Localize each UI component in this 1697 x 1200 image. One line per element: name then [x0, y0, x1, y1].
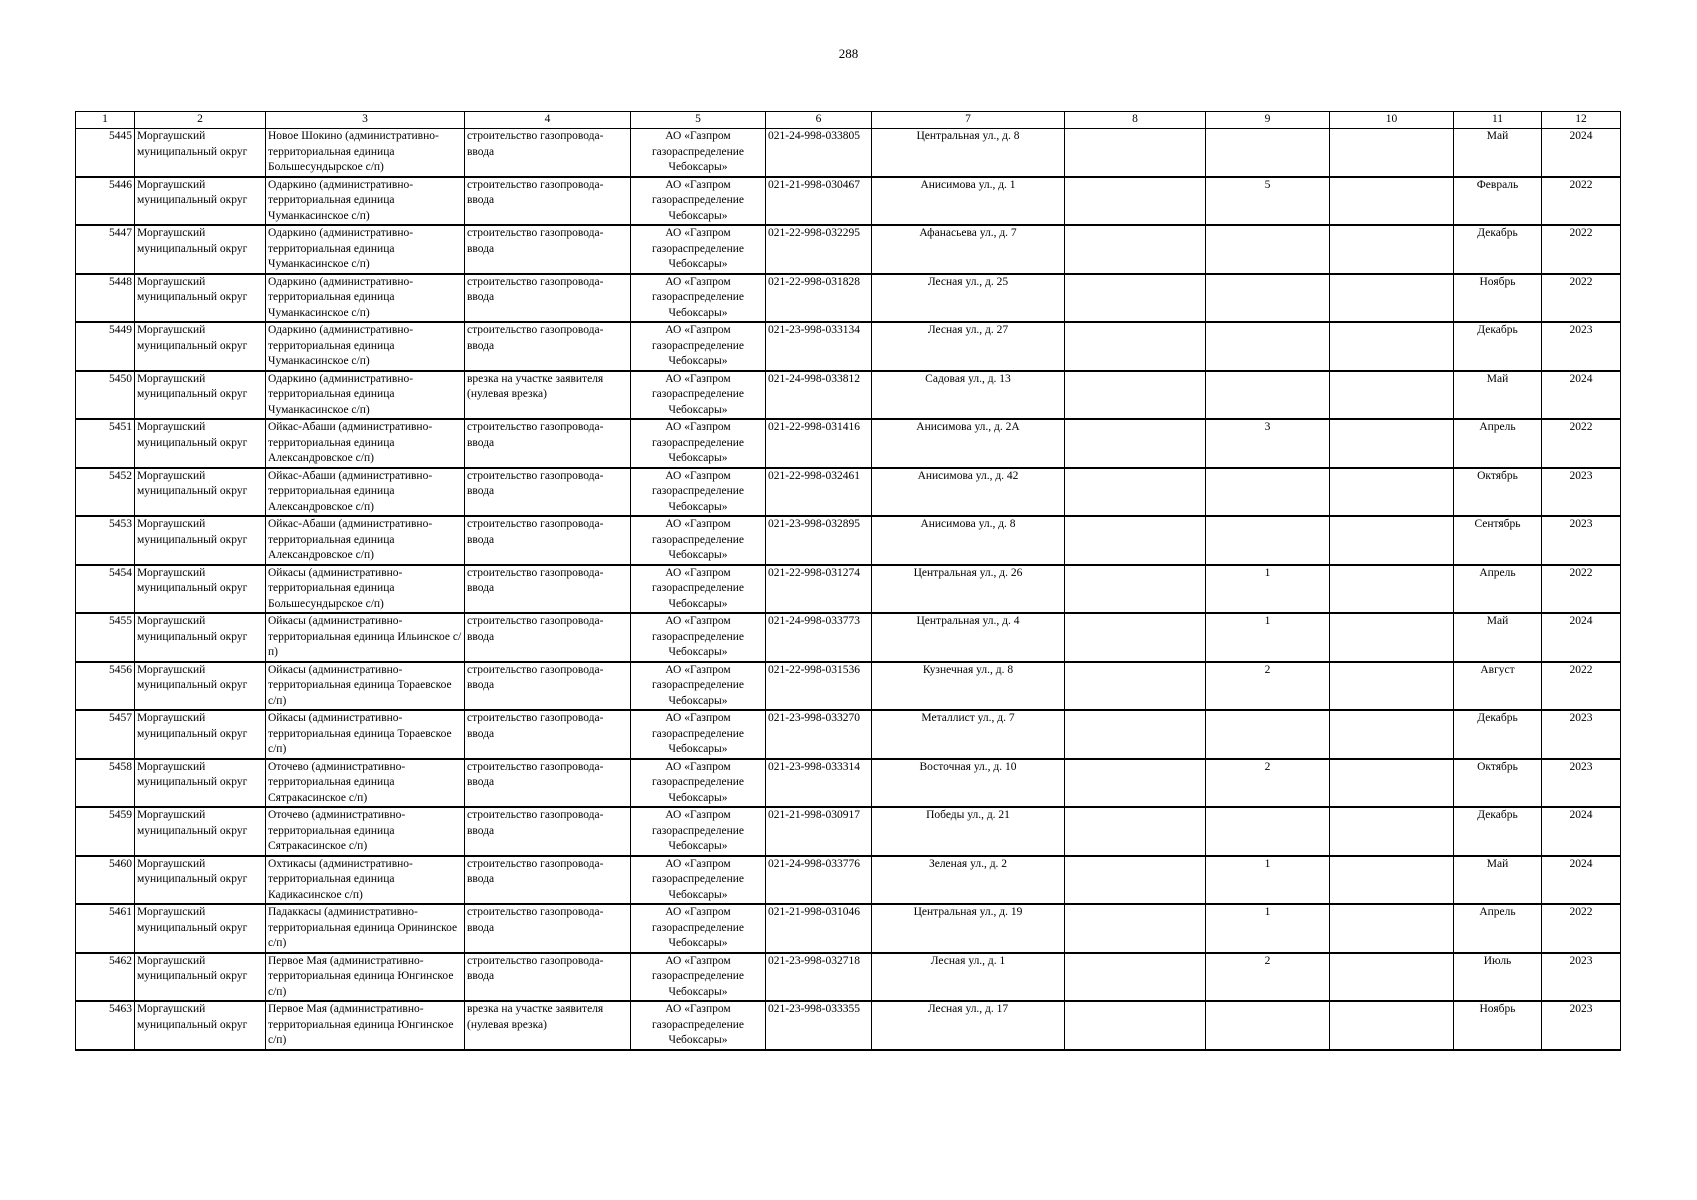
- address-cell: Анисимова ул., д. 2А: [872, 419, 1065, 468]
- work-type-cell: строительство газопровода-ввода: [465, 759, 631, 808]
- table-row: [76, 807, 1621, 856]
- table-row: [76, 565, 1621, 614]
- month-cell: Декабрь: [1454, 710, 1542, 759]
- column-10-cell: [1330, 322, 1454, 371]
- settlement-cell: Охтикасы (административно-территориальная единица Кадикасинское с/п): [266, 856, 465, 905]
- row-number-cell: 5461: [76, 904, 135, 953]
- organization-cell: АО «Газпром газораспределение Чебоксары»: [631, 1001, 766, 1050]
- table-row: [76, 710, 1621, 759]
- municipality-cell: Моргаушский муниципальный округ: [135, 516, 266, 565]
- row-number-cell: 5457: [76, 710, 135, 759]
- organization-cell: АО «Газпром газораспределение Чебоксары»: [631, 710, 766, 759]
- row-number-cell: 5447: [76, 225, 135, 274]
- settlement-cell: Ойкасы (административно-территориальная единица Тораевское с/п): [266, 662, 465, 711]
- year-cell: 2023: [1542, 953, 1621, 1002]
- municipality-cell: Моргаушский муниципальный округ: [135, 904, 266, 953]
- column-10-cell: [1330, 225, 1454, 274]
- settlement-cell: Одаркино (административно-территориальная единица Чуманкасинское с/п): [266, 371, 465, 420]
- year-cell: 2022: [1542, 565, 1621, 614]
- column-8-cell: [1065, 1001, 1206, 1050]
- row-number-cell: 5456: [76, 662, 135, 711]
- application-id-cell: 021-23-998-033355: [766, 1001, 872, 1050]
- organization-cell: АО «Газпром газораспределение Чебоксары»: [631, 177, 766, 226]
- column-header: 9: [1206, 112, 1330, 129]
- column-8-cell: [1065, 953, 1206, 1002]
- table-row: [76, 1001, 1621, 1050]
- table-row: [76, 613, 1621, 662]
- column-8-cell: [1065, 322, 1206, 371]
- month-cell: Апрель: [1454, 904, 1542, 953]
- column-10-cell: [1330, 856, 1454, 905]
- organization-cell: АО «Газпром газораспределение Чебоксары»: [631, 419, 766, 468]
- table-body: [76, 129, 1621, 1050]
- settlement-cell: Первое Мая (административно-территориальная единица Юнгинское с/п): [266, 953, 465, 1002]
- address-cell: Лесная ул., д. 27: [872, 322, 1065, 371]
- column-9-cell: 3: [1206, 419, 1330, 468]
- year-cell: 2024: [1542, 856, 1621, 905]
- settlement-cell: Одаркино (административно-территориальная единица Чуманкасинское с/п): [266, 322, 465, 371]
- column-10-cell: [1330, 759, 1454, 808]
- row-number-cell: 5453: [76, 516, 135, 565]
- registry-table: [75, 111, 1621, 1051]
- application-id-cell: 021-22-998-032295: [766, 225, 872, 274]
- column-header: 2: [135, 112, 266, 129]
- organization-cell: АО «Газпром газораспределение Чебоксары»: [631, 759, 766, 808]
- column-9-cell: 1: [1206, 613, 1330, 662]
- row-number-cell: 5450: [76, 371, 135, 420]
- column-10-cell: [1330, 613, 1454, 662]
- address-cell: Анисимова ул., д. 42: [872, 468, 1065, 517]
- column-8-cell: [1065, 807, 1206, 856]
- year-cell: 2022: [1542, 225, 1621, 274]
- column-8-cell: [1065, 856, 1206, 905]
- table-row: [76, 516, 1621, 565]
- application-id-cell: 021-23-998-032895: [766, 516, 872, 565]
- organization-cell: АО «Газпром газораспределение Чебоксары»: [631, 662, 766, 711]
- settlement-cell: Ойкасы (административно-территориальная единица Ильинское с/п): [266, 613, 465, 662]
- row-number-cell: 5448: [76, 274, 135, 323]
- column-8-cell: [1065, 274, 1206, 323]
- year-cell: 2022: [1542, 419, 1621, 468]
- settlement-cell: Первое Мая (административно-территориальная единица Юнгинское с/п): [266, 1001, 465, 1050]
- work-type-cell: строительство газопровода-ввода: [465, 613, 631, 662]
- settlement-cell: Одаркино (административно-территориальная единица Чуманкасинское с/п): [266, 274, 465, 323]
- column-8-cell: [1065, 177, 1206, 226]
- settlement-cell: Одаркино (административно-территориальная единица Чуманкасинское с/п): [266, 225, 465, 274]
- month-cell: Ноябрь: [1454, 274, 1542, 323]
- row-number-cell: 5449: [76, 322, 135, 371]
- work-type-cell: строительство газопровода-ввода: [465, 516, 631, 565]
- column-header: 6: [766, 112, 872, 129]
- column-10-cell: [1330, 274, 1454, 323]
- application-id-cell: 021-24-998-033776: [766, 856, 872, 905]
- month-cell: Октябрь: [1454, 759, 1542, 808]
- column-9-cell: [1206, 274, 1330, 323]
- row-number-cell: 5458: [76, 759, 135, 808]
- column-header: 4: [465, 112, 631, 129]
- column-8-cell: [1065, 419, 1206, 468]
- municipality-cell: Моргаушский муниципальный округ: [135, 177, 266, 226]
- year-cell: 2023: [1542, 322, 1621, 371]
- organization-cell: АО «Газпром газораспределение Чебоксары»: [631, 129, 766, 177]
- column-8-cell: [1065, 613, 1206, 662]
- work-type-cell: строительство газопровода-ввода: [465, 468, 631, 517]
- column-9-cell: [1206, 1001, 1330, 1050]
- table-row: [76, 468, 1621, 517]
- address-cell: Металлист ул., д. 7: [872, 710, 1065, 759]
- column-8-cell: [1065, 371, 1206, 420]
- column-10-cell: [1330, 419, 1454, 468]
- table-row: [76, 759, 1621, 808]
- organization-cell: АО «Газпром газораспределение Чебоксары»: [631, 468, 766, 517]
- month-cell: Май: [1454, 856, 1542, 905]
- column-header: 11: [1454, 112, 1542, 129]
- municipality-cell: Моргаушский муниципальный округ: [135, 613, 266, 662]
- row-number-cell: 5446: [76, 177, 135, 226]
- column-10-cell: [1330, 468, 1454, 517]
- year-cell: 2022: [1542, 904, 1621, 953]
- work-type-cell: строительство газопровода-ввода: [465, 807, 631, 856]
- municipality-cell: Моргаушский муниципальный округ: [135, 468, 266, 517]
- municipality-cell: Моргаушский муниципальный округ: [135, 419, 266, 468]
- column-8-cell: [1065, 759, 1206, 808]
- column-10-cell: [1330, 662, 1454, 711]
- work-type-cell: врезка на участке заявителя (нулевая врезка): [465, 371, 631, 420]
- address-cell: Центральная ул., д. 26: [872, 565, 1065, 614]
- organization-cell: АО «Газпром газораспределение Чебоксары»: [631, 904, 766, 953]
- application-id-cell: 021-22-998-031274: [766, 565, 872, 614]
- month-cell: Май: [1454, 613, 1542, 662]
- column-9-cell: [1206, 225, 1330, 274]
- work-type-cell: строительство газопровода-ввода: [465, 129, 631, 177]
- table-row: [76, 274, 1621, 323]
- year-cell: 2024: [1542, 807, 1621, 856]
- settlement-cell: Оточево (административно-территориальная единица Сятракасинское с/п): [266, 759, 465, 808]
- column-9-cell: [1206, 516, 1330, 565]
- settlement-cell: Ойкас-Абаши (административно-территориальная единица Александровское с/п): [266, 468, 465, 517]
- month-cell: Декабрь: [1454, 322, 1542, 371]
- application-id-cell: 021-23-998-032718: [766, 953, 872, 1002]
- application-id-cell: 021-21-998-030917: [766, 807, 872, 856]
- column-9-cell: 1: [1206, 904, 1330, 953]
- application-id-cell: 021-22-998-031536: [766, 662, 872, 711]
- year-cell: 2023: [1542, 710, 1621, 759]
- year-cell: 2024: [1542, 371, 1621, 420]
- column-9-cell: 2: [1206, 953, 1330, 1002]
- column-8-cell: [1065, 565, 1206, 614]
- column-number-row: [76, 112, 1621, 129]
- work-type-cell: строительство газопровода-ввода: [465, 953, 631, 1002]
- year-cell: 2022: [1542, 662, 1621, 711]
- address-cell: Лесная ул., д. 1: [872, 953, 1065, 1002]
- month-cell: Декабрь: [1454, 807, 1542, 856]
- column-9-cell: [1206, 807, 1330, 856]
- column-10-cell: [1330, 710, 1454, 759]
- application-id-cell: 021-23-998-033134: [766, 322, 872, 371]
- month-cell: Ноябрь: [1454, 1001, 1542, 1050]
- column-header: 10: [1330, 112, 1454, 129]
- month-cell: Декабрь: [1454, 225, 1542, 274]
- year-cell: 2023: [1542, 468, 1621, 517]
- column-8-cell: [1065, 468, 1206, 517]
- address-cell: Садовая ул., д. 13: [872, 371, 1065, 420]
- settlement-cell: Ойкас-Абаши (административно-территориальная единица Александровское с/п): [266, 516, 465, 565]
- month-cell: Июль: [1454, 953, 1542, 1002]
- application-id-cell: 021-21-998-030467: [766, 177, 872, 226]
- table-row: [76, 856, 1621, 905]
- settlement-cell: Ойкас-Абаши (административно-территориальная единица Александровское с/п): [266, 419, 465, 468]
- column-10-cell: [1330, 129, 1454, 177]
- work-type-cell: строительство газопровода-ввода: [465, 419, 631, 468]
- organization-cell: АО «Газпром газораспределение Чебоксары»: [631, 613, 766, 662]
- settlement-cell: Падаккасы (административно-территориальная единица Орининское с/п): [266, 904, 465, 953]
- address-cell: Лесная ул., д. 17: [872, 1001, 1065, 1050]
- row-number-cell: 5455: [76, 613, 135, 662]
- municipality-cell: Моргаушский муниципальный округ: [135, 129, 266, 177]
- column-10-cell: [1330, 516, 1454, 565]
- address-cell: Анисимова ул., д. 1: [872, 177, 1065, 226]
- row-number-cell: 5454: [76, 565, 135, 614]
- row-number-cell: 5452: [76, 468, 135, 517]
- municipality-cell: Моргаушский муниципальный округ: [135, 662, 266, 711]
- column-header: 7: [872, 112, 1065, 129]
- municipality-cell: Моргаушский муниципальный округ: [135, 322, 266, 371]
- year-cell: 2023: [1542, 759, 1621, 808]
- column-8-cell: [1065, 904, 1206, 953]
- organization-cell: АО «Газпром газораспределение Чебоксары»: [631, 565, 766, 614]
- year-cell: 2024: [1542, 613, 1621, 662]
- column-8-cell: [1065, 129, 1206, 177]
- month-cell: Май: [1454, 129, 1542, 177]
- year-cell: 2022: [1542, 274, 1621, 323]
- settlement-cell: Одаркино (административно-территориальная единица Чуманкасинское с/п): [266, 177, 465, 226]
- month-cell: Август: [1454, 662, 1542, 711]
- work-type-cell: врезка на участке заявителя (нулевая врезка): [465, 1001, 631, 1050]
- application-id-cell: 021-21-998-031046: [766, 904, 872, 953]
- application-id-cell: 021-22-998-031828: [766, 274, 872, 323]
- application-id-cell: 021-22-998-032461: [766, 468, 872, 517]
- table-row: [76, 953, 1621, 1002]
- municipality-cell: Моргаушский муниципальный округ: [135, 225, 266, 274]
- address-cell: Восточная ул., д. 10: [872, 759, 1065, 808]
- year-cell: 2023: [1542, 1001, 1621, 1050]
- address-cell: Афанасьева ул., д. 7: [872, 225, 1065, 274]
- work-type-cell: строительство газопровода-ввода: [465, 225, 631, 274]
- column-8-cell: [1065, 710, 1206, 759]
- column-9-cell: [1206, 710, 1330, 759]
- column-10-cell: [1330, 565, 1454, 614]
- address-cell: Центральная ул., д. 4: [872, 613, 1065, 662]
- organization-cell: АО «Газпром газораспределение Чебоксары»: [631, 225, 766, 274]
- month-cell: Апрель: [1454, 565, 1542, 614]
- municipality-cell: Моргаушский муниципальный округ: [135, 1001, 266, 1050]
- table-row: [76, 225, 1621, 274]
- work-type-cell: строительство газопровода-ввода: [465, 274, 631, 323]
- month-cell: Апрель: [1454, 419, 1542, 468]
- year-cell: 2023: [1542, 516, 1621, 565]
- column-9-cell: 5: [1206, 177, 1330, 226]
- work-type-cell: строительство газопровода-ввода: [465, 904, 631, 953]
- organization-cell: АО «Газпром газораспределение Чебоксары»: [631, 807, 766, 856]
- address-cell: Лесная ул., д. 25: [872, 274, 1065, 323]
- settlement-cell: Ойкасы (административно-территориальная единица Большесундырское с/п): [266, 565, 465, 614]
- application-id-cell: 021-23-998-033314: [766, 759, 872, 808]
- work-type-cell: строительство газопровода-ввода: [465, 177, 631, 226]
- work-type-cell: строительство газопровода-ввода: [465, 565, 631, 614]
- column-10-cell: [1330, 1001, 1454, 1050]
- column-10-cell: [1330, 371, 1454, 420]
- work-type-cell: строительство газопровода-ввода: [465, 856, 631, 905]
- column-header: 8: [1065, 112, 1206, 129]
- organization-cell: АО «Газпром газораспределение Чебоксары»: [631, 371, 766, 420]
- column-10-cell: [1330, 807, 1454, 856]
- address-cell: Кузнечная ул., д. 8: [872, 662, 1065, 711]
- column-header: 1: [76, 112, 135, 129]
- organization-cell: АО «Газпром газораспределение Чебоксары»: [631, 516, 766, 565]
- address-cell: Центральная ул., д. 19: [872, 904, 1065, 953]
- row-number-cell: 5459: [76, 807, 135, 856]
- application-id-cell: 021-24-998-033812: [766, 371, 872, 420]
- column-9-cell: [1206, 468, 1330, 517]
- municipality-cell: Моргаушский муниципальный округ: [135, 274, 266, 323]
- municipality-cell: Моргаушский муниципальный округ: [135, 856, 266, 905]
- column-10-cell: [1330, 177, 1454, 226]
- municipality-cell: Моргаушский муниципальный округ: [135, 759, 266, 808]
- municipality-cell: Моргаушский муниципальный округ: [135, 565, 266, 614]
- month-cell: Май: [1454, 371, 1542, 420]
- organization-cell: АО «Газпром газораспределение Чебоксары»: [631, 953, 766, 1002]
- page-number: 288: [838, 46, 859, 61]
- row-number-cell: 5463: [76, 1001, 135, 1050]
- column-8-cell: [1065, 516, 1206, 565]
- column-9-cell: 2: [1206, 662, 1330, 711]
- row-number-cell: 5460: [76, 856, 135, 905]
- address-cell: Центральная ул., д. 8: [872, 129, 1065, 177]
- municipality-cell: Моргаушский муниципальный округ: [135, 953, 266, 1002]
- application-id-cell: 021-24-998-033773: [766, 613, 872, 662]
- application-id-cell: 021-22-998-031416: [766, 419, 872, 468]
- column-10-cell: [1330, 953, 1454, 1002]
- organization-cell: АО «Газпром газораспределение Чебоксары»: [631, 856, 766, 905]
- row-number-cell: 5451: [76, 419, 135, 468]
- work-type-cell: строительство газопровода-ввода: [465, 710, 631, 759]
- address-cell: Победы ул., д. 21: [872, 807, 1065, 856]
- column-8-cell: [1065, 225, 1206, 274]
- column-header: 12: [1542, 112, 1621, 129]
- table-row: [76, 177, 1621, 226]
- month-cell: Октябрь: [1454, 468, 1542, 517]
- work-type-cell: строительство газопровода-ввода: [465, 662, 631, 711]
- year-cell: 2022: [1542, 177, 1621, 226]
- municipality-cell: Моргаушский муниципальный округ: [135, 710, 266, 759]
- column-9-cell: 1: [1206, 856, 1330, 905]
- column-9-cell: 1: [1206, 565, 1330, 614]
- column-9-cell: [1206, 129, 1330, 177]
- column-header: 3: [266, 112, 465, 129]
- column-9-cell: [1206, 371, 1330, 420]
- column-header: 5: [631, 112, 766, 129]
- address-cell: Зеленая ул., д. 2: [872, 856, 1065, 905]
- column-9-cell: [1206, 322, 1330, 371]
- organization-cell: АО «Газпром газораспределение Чебоксары»: [631, 322, 766, 371]
- column-9-cell: 2: [1206, 759, 1330, 808]
- table-row: [76, 662, 1621, 711]
- row-number-cell: 5462: [76, 953, 135, 1002]
- municipality-cell: Моргаушский муниципальный округ: [135, 371, 266, 420]
- table-row: [76, 129, 1621, 177]
- municipality-cell: Моргаушский муниципальный округ: [135, 807, 266, 856]
- month-cell: Сентябрь: [1454, 516, 1542, 565]
- year-cell: 2024: [1542, 129, 1621, 177]
- address-cell: Анисимова ул., д. 8: [872, 516, 1065, 565]
- application-id-cell: 021-24-998-033805: [766, 129, 872, 177]
- settlement-cell: Оточево (административно-территориальная единица Сятракасинское с/п): [266, 807, 465, 856]
- organization-cell: АО «Газпром газораспределение Чебоксары»: [631, 274, 766, 323]
- column-10-cell: [1330, 904, 1454, 953]
- column-8-cell: [1065, 662, 1206, 711]
- table-row: [76, 322, 1621, 371]
- month-cell: Февраль: [1454, 177, 1542, 226]
- work-type-cell: строительство газопровода-ввода: [465, 322, 631, 371]
- settlement-cell: Ойкасы (административно-территориальная единица Тораевское с/п): [266, 710, 465, 759]
- table-row: [76, 904, 1621, 953]
- table-row: [76, 419, 1621, 468]
- settlement-cell: Новое Шокино (административно-территориальная единица Большесундырское с/п): [266, 129, 465, 177]
- row-number-cell: 5445: [76, 129, 135, 177]
- table-row: [76, 371, 1621, 420]
- application-id-cell: 021-23-998-033270: [766, 710, 872, 759]
